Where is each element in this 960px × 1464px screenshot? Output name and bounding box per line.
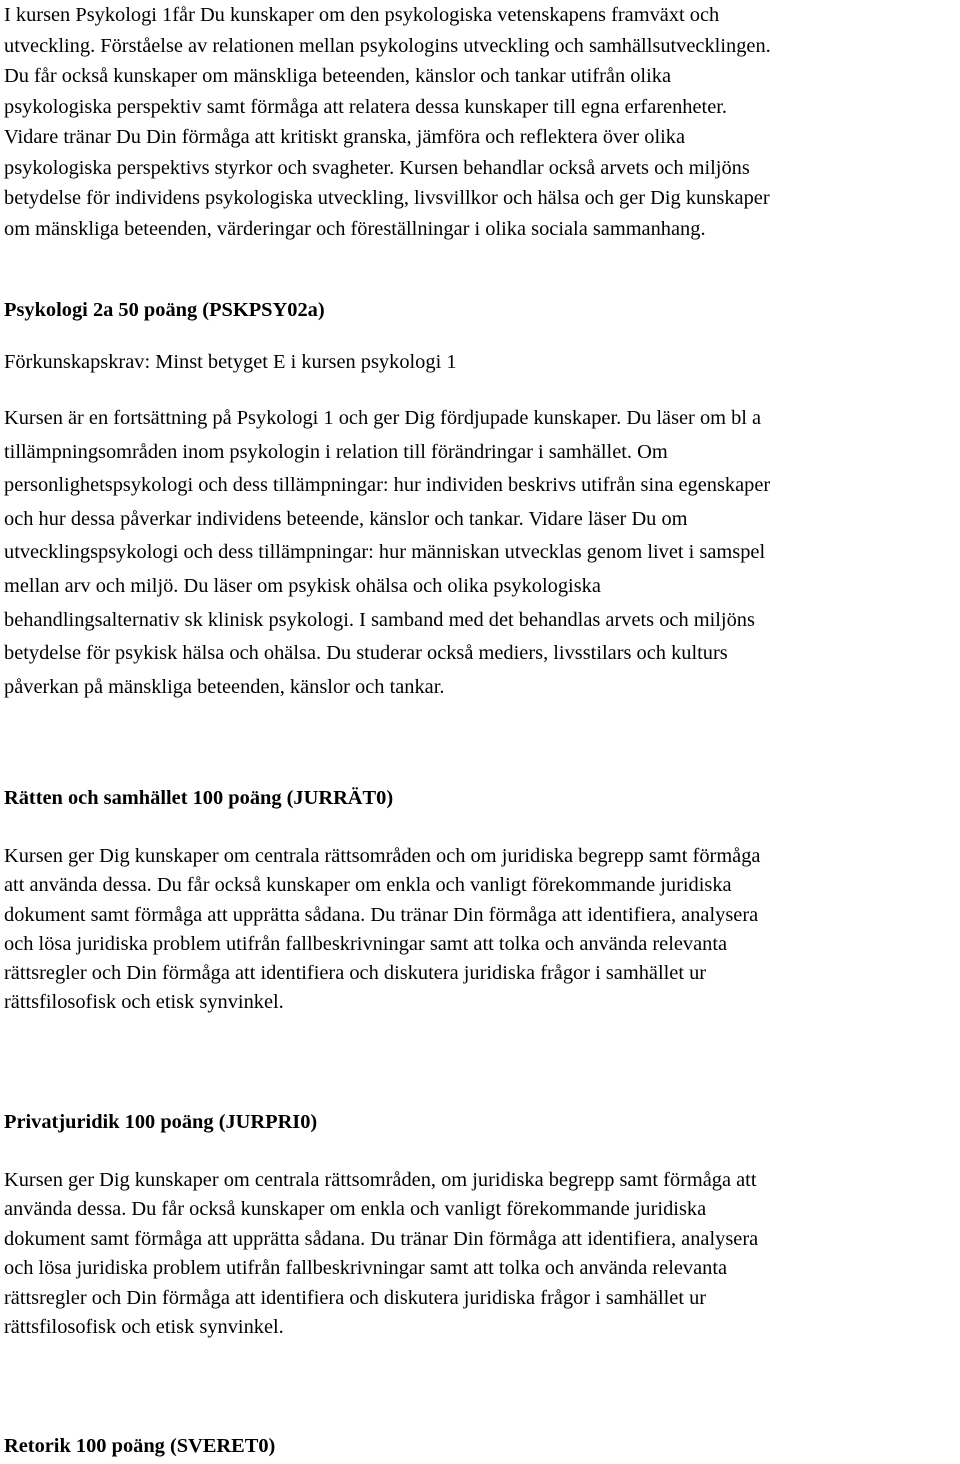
course-heading-retorik: Retorik 100 poäng (SVERET0) xyxy=(4,1435,276,1457)
intro-paragraph: I kursen Psykologi 1får Du kunskaper om den psykologiska vetenskapens framväxt och utveckling. Förståelse av relationen mellan psykologins utveckling och samhällsutvecklingen. Du får också kunskaper om mänskliga beteenden, känslor och tankar utifrån olika psykologiska perspektiv samt förmåga att relatera dessa kunskaper till egna erfarenheter. Vidare tränar Du Din förmåga att kritiskt granska, jämföra och reflektera över olika psykologiska perspektivs styrkor och svagheter. Kursen behandlar också arvets och miljöns betydelse för individens psykologiska utveckling, livsvillkor och hälsa och ger Dig kunskaper om mänskliga beteenden, värderingar och föreställningar i olika sociala sammanhang. xyxy=(4,4,771,240)
course-heading-privatjuridik: Privatjuridik 100 poäng (JURPRI0) xyxy=(4,1111,318,1133)
course-heading-psykologi-2a: Psykologi 2a 50 poäng (PSKPSY02a) xyxy=(4,299,325,321)
course-description-psykologi-2a: Kursen är en fortsättning på Psykologi 1 och ger Dig fördjupade kunskaper. Du läser om bl a tillämpningsområden inom psykologin i relation till förändringar i samhället. Om personlighetspsykologi och dess tillämpningar: hur individen beskrivs utifrån sina egenskaper och hur dessa påverkar individens beteende, känslor och tankar. Vidare läser Du om utvecklingspsykologi och dess tillämpningar: hur människan utvecklas genom livet i samspel mellan arv och miljö. Du läser om psykisk ohälsa och olika psykologiska behandlingsalternativ sk klinisk psykologi. I samband med det behandlas arvets och miljöns betydelse för psykisk hälsa och ohälsa. Du studerar också mediers, livsstilars och kulturs påverkan på mänskliga beteenden, känslor och tankar. xyxy=(4,407,771,698)
course-description-ratten-och-samhallet: Kursen ger Dig kunskaper om centrala rättsområden och om juridiska begrepp samt förmåga att använda dessa. Du får också kunskaper om enkla och vanligt förekommande juridiska dokument samt förmåga att upprätta sådana. Du tränar Din förmåga att identifiera, analysera och lösa juridiska problem utifrån fallbeskrivningar samt att tolka och använda relevanta rättsregler och Din förmåga att identifiera och diskutera juridiska frågor i samhället ur rättsfilosofisk och etisk synvinkel. xyxy=(4,845,761,1014)
course-prerequisite: Förkunskapskrav: Minst betyget E i kursen psykologi 1 xyxy=(4,351,457,373)
course-description-privatjuridik: Kursen ger Dig kunskaper om centrala rättsområden, om juridiska begrepp samt förmåga att använda dessa. Du får också kunskaper om enkla och vanligt förekommande juridiska dokument samt förmåga att upprätta sådana. Du tränar Din förmåga att identifiera, analysera och lösa juridiska problem utifrån fallbeskrivningar samt att tolka och använda relevanta rättsregler och Din förmåga att identifiera och diskutera juridiska frågor i samhället ur rättsfilosofisk och etisk synvinkel. xyxy=(4,1169,759,1339)
course-heading-ratten-och-samhallet: Rätten och samhället 100 poäng (JURRÄT0) xyxy=(4,787,394,809)
